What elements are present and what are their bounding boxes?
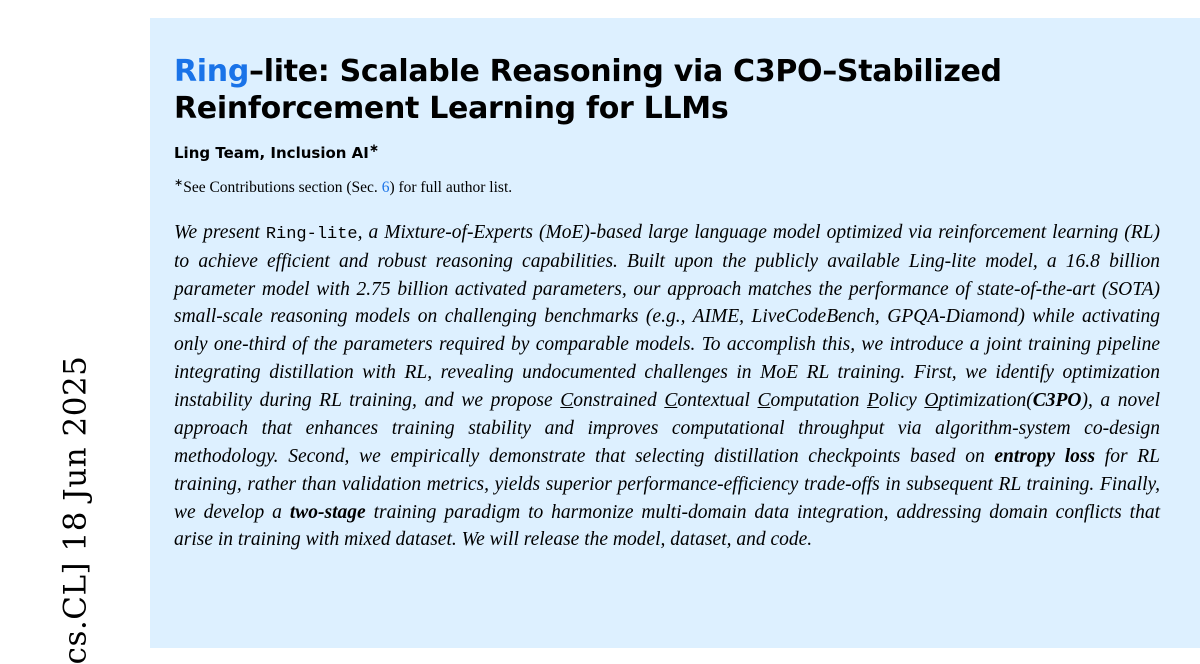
abstract-paragraph — [174, 219, 1160, 554]
page-title — [174, 54, 1160, 127]
title-highlight-word: Ring — [174, 54, 250, 89]
abstract-bold-entropy-loss: entropy loss — [994, 445, 1096, 467]
abstract-seg-17: for RL training, rather than validation metrics, yields superior performance-efficiency trade-offs in subsequent RL training. Finally, we develop a — [174, 445, 1160, 523]
abstract-seg-1: We present — [174, 222, 266, 244]
abstract-model-name: Ring-lite — [265, 225, 358, 245]
footnote-text-pre: See Contributions section (Sec. — [183, 179, 382, 197]
author-names: Ling Team, Inclusion AI — [174, 144, 369, 163]
abstract-acronym-p: P — [866, 390, 879, 412]
arxiv-stamp-text: cs.CL] 18 Jun 2025 — [57, 355, 94, 664]
author-line — [174, 141, 1160, 162]
abstract-seg-15: ), a novel approach that enhances training stability and improves computational throughput via algorithm-system co-design methodology. Second, we empirically demonstrate that selecting distillation checkpoints based on — [174, 390, 1160, 467]
abstract-bold-c3po: C3PO — [1032, 390, 1082, 412]
section-reference-link[interactable]: 6 — [381, 179, 390, 197]
abstract-acronym-c1: C — [560, 390, 574, 412]
abstract-acronym-o: O — [924, 390, 939, 412]
abstract-seg-7: ontextual — [677, 390, 758, 412]
paper-header-panel — [150, 18, 1200, 648]
abstract-seg-9: omputation — [770, 390, 867, 412]
abstract-seg-5: onstrained — [573, 390, 665, 412]
abstract-bold-two-stage: two-stage — [289, 501, 366, 523]
footnote-marker: ∗ — [174, 177, 184, 190]
abstract-seg-13: ptimization( — [938, 390, 1033, 412]
abstract-seg-11: olicy — [878, 390, 925, 412]
author-footnote — [174, 176, 1160, 197]
arxiv-identifier-stamp — [0, 0, 150, 664]
abstract-acronym-c2: C — [664, 390, 678, 412]
author-footnote-marker: ∗ — [368, 141, 379, 156]
abstract-seg-3: , a Mixture-of-Experts (MoE)-based large language model optimized via reinforcement learning (RL) to achieve efficient and robust reasoning capabilities. Built upon the publicly available Ling-lite model, a 16.8 billion parameter model with 2.75 billion activated parameters, our approach matches the performance of state-of-the-art (SOTA) small-scale reasoning models on challenging benchmarks (e.g., AIME, LiveCodeBench, GPQA-Diamond) while activating only one-third of the parameters required by comparable models. To accomplish this, we introduce a joint training pipeline integrating distillation with RL, revealing undocumented challenges in MoE RL training. First, we identify optimization instability during RL training, and we propose — [174, 222, 1160, 412]
footnote-text-post: ) for full author list. — [389, 179, 513, 197]
abstract-acronym-c3: C — [757, 390, 771, 412]
title-remainder: –lite: Scalable Reasoning via C3PO–Stabilized Reinforcement Learning for LLMs — [174, 54, 1002, 126]
abstract-seg-19: training paradigm to harmonize multi-domain data integration, addressing domain conflicts that arise in training with mixed dataset. We will release the model, dataset, and code. — [174, 501, 1160, 551]
